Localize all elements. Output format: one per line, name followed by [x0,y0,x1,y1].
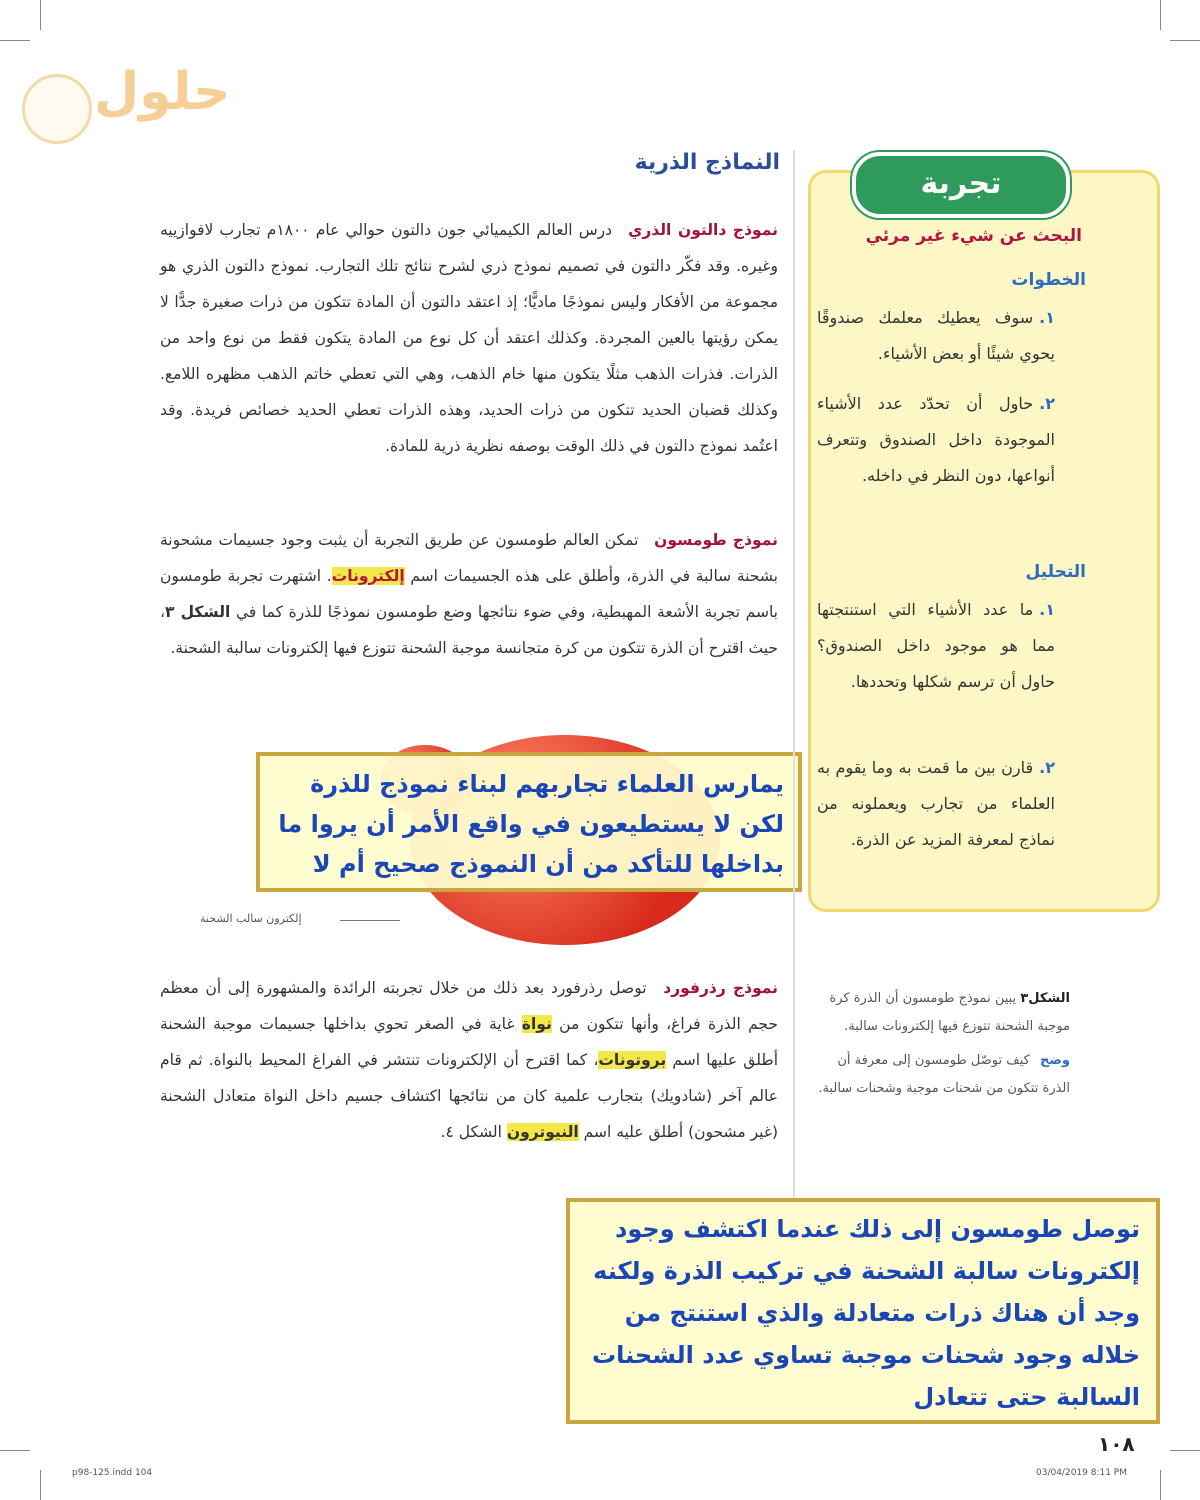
figure-caption [808,985,1070,1103]
logo-emblem-icon [22,74,92,144]
main-column [160,150,780,193]
section-title: النماذج الذرية [634,150,780,175]
thomson-text-a: تمكن العالم طومسون عن طريق التجربة أن يثبت وجود جسيمات مشحونة بشحنة سالبة في الذرة، وأطلق على هذه الجسيمات اسم [160,531,779,585]
analysis-item [817,592,1055,700]
logo-text: حلول [94,62,231,122]
column-divider [793,150,795,1200]
dalton-text: درس العالم الكيميائي جون دالتون حوالي عام ١٨٠٠م تجارب لافوازييه وغيره. وقد فكّر دالتون في تصميم نموذج ذري لشرح نتائج تلك التجارب. نموذج دالتون الذري هو مجموعة من الأفكار وليس نموذجًا ماديًّا؛ إذ اعتقد دالتون أن المادة تتكون من ذرات صغيرة جدًّا لا يمكن رؤيتها بالعين المجردة. وكذلك اعتقد أن كل نوع من المادة يتكون فقط من نوع واحد من الذرات. فذرات الذهب مثلًا يتكون منها خام الذهب، وهي التي تعطي خاتم الذهب مظهره اللامع. وكذلك قضبان الحديد تتكون من ذرات الحديد، وهذه الذرات تعطي الحديد خصائص فريدة. وقد اعتُمد نموذج دالتون في ذلك الوقت بوصفه نظرية ذرية للمادة. [160,221,778,455]
step-item [817,386,1055,494]
figure-label: إلكترون سالب الشحنة [200,912,302,925]
term-protons: بروتونات [598,1051,667,1069]
caption-text: يبين نموذج طومسون أن الذرة كرة موجبة الشحنة تتوزع فيها إلكترونات سالبة. [829,991,1070,1034]
figure-reference: الشكل ٣ [165,603,231,621]
annotation-note-1: يمارس العلماء تجاربهم لبناء نموذج للذرة لكن لا يستطيعون في واقع الأمر أن يروا ما بداخلها للتأكد من أن النموذج صحيح أم لا [256,752,802,892]
experiment-subtitle: البحث عن شيء غير مرئي [865,226,1082,246]
rutherford-lead: نموذج رذرفورد [663,979,779,997]
dalton-lead: نموذج دالتون الذري [628,221,778,239]
footer-date: 03/04/2019 8:11 PM [1036,1468,1127,1478]
rutherford-text-c: ، كما اقترح أن الإلكترونات تنتشر في الفراغ المحيط بالنواة. ثم قام عالم آخر (شادويك) بتجارب علمية كان من نتائجها اكتشاف جسيم داخل النواة متعادل الشحنة (غير مشحون) أطلق عليه اسم [160,1051,778,1141]
dalton-paragraph [160,212,778,464]
figure-leader-line [340,920,400,921]
term-nucleus: نواة [521,1015,552,1033]
thomson-text-c: ، حيث اقترح أن الذرة تتكون من كرة متجانسة موجبة الشحنة تتوزع فيها إلكترونات سالبة الشحنة. [160,603,778,657]
crop-mark [1160,0,1161,30]
step-item [817,300,1055,372]
caption-question-label: وضح [1039,1053,1070,1068]
crop-mark [0,40,30,41]
footer-file-name: p98-125.indd 104 [72,1468,153,1478]
step-text: سوف يعطيك معلمك صندوقًا يحوي شيئًا أو بعض الأشياء. [817,308,1055,363]
annotation-note-2: توصل طومسون إلى ذلك عندما اكتشف وجود إلكترونات سالبة الشحنة في تركيب الذرة ولكنه وجد أن هناك ذرات متعادلة والذي استنتج من خلاله وجود شحنات موجبة تساوي عدد الشحنات السالبة حتى تتعادل [566,1198,1160,1424]
thomson-paragraph [160,522,778,666]
analysis-heading: التحليل [1025,562,1086,582]
thomson-text-b: . اشتهرت تجربة طومسون باسم تجربة الأشعة المهبطية، وفي ضوء نتائجها وضع طومسون نموذجًا للذرة كما في [160,567,778,621]
analysis-number: ١. [1039,600,1055,619]
rutherford-text-b: غاية في الصغر تحوي بداخلها جسيمات موجبة الشحنة أطلق عليها اسم [160,1015,778,1069]
crop-mark [1170,40,1200,41]
step-number: ١. [1039,308,1055,327]
analysis-text: قارن بين ما قمت به وما يقوم به العلماء من تجارب ويعملونه من نماذج لمعرفة المزيد عن الذرة. [817,758,1055,849]
crop-mark [1170,1450,1200,1451]
rutherford-text-a: توصل رذرفورد بعد ذلك من خلال تجربته الرائدة والمشهورة إلى أن معظم حجم الذرة فراغ، وأنها تتكون من [160,979,778,1033]
analysis-number: ٢. [1039,758,1055,777]
hulul-logo [22,62,232,142]
step-text: حاول أن تحدّد عدد الأشياء الموجودة داخل الصندوق وتتعرف أنواعها، دون النظر في داخله. [817,394,1055,485]
page-number: ١٠٨ [1098,1432,1135,1456]
analysis-item [817,750,1055,858]
experiment-tab: تجربة [852,152,1070,218]
crop-mark [0,1450,30,1451]
crop-mark [40,0,41,30]
crop-mark [1160,1470,1161,1500]
steps-heading: الخطوات [1011,270,1086,290]
thomson-lead: نموذج طومسون [654,531,778,549]
step-number: ٢. [1039,394,1055,413]
analysis-text: ما عدد الأشياء التي استنتجتها مما هو موجود داخل الصندوق؟ حاول أن ترسم شكلها وتحددها. [817,600,1055,691]
caption-figure-label: الشكل٣ [1020,991,1070,1006]
rutherford-paragraph [160,970,778,1150]
rutherford-text-d: الشكل ٤. [440,1123,502,1141]
term-neutron: النيوترون [506,1123,579,1141]
term-electrons: إلكترونات [331,567,405,585]
caption-question-text: كيف توصّل طومسون إلى معرفة أن الذرة تتكون من شحنات موجبة وشحنات سالبة. [818,1053,1070,1096]
crop-mark [40,1470,41,1500]
